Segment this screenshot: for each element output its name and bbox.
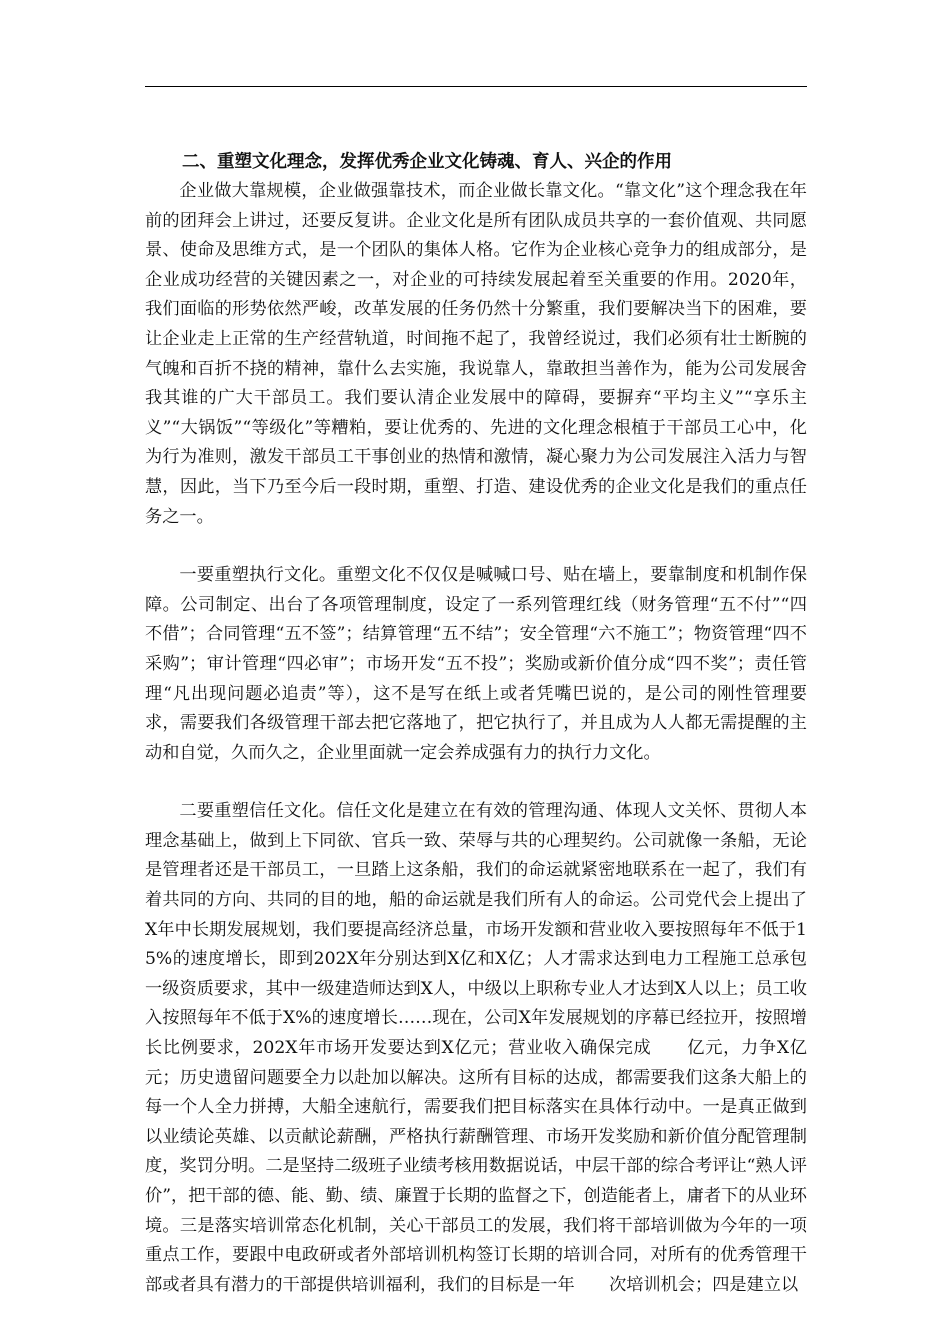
paragraph-gap [145, 768, 807, 797]
section-heading: 二、重塑文化理念，发挥优秀企业文化铸魂、育人、兴企的作用 [182, 152, 672, 172]
paragraph-execution-culture: 一要重塑执行文化。重塑文化不仅仅是喊喊口号、贴在墙上，要靠制度和机制作保障。公司制定、出台了各项管理制度，设定了一系列管理红线（财务管理“五不付”“四不借”；合同管理“五不签”；结算管理“五不结”；安全管理“六不施工”；物资管理“四不采购”；审计管理“四必审”；市场开发“五不投”；奖励或新价值分成“四不奖”；责任管理“凡出现问题必追责”等），这不是写在纸上或者凭嘴巴说的，是公司的刚性管理要求，需要我们各级管理干部去把它落地了，把它执行了，并且成为人人都无需提醒的主动和自觉，久而久之，企业里面就一定会养成强有力的执行力文化。 [145, 565, 807, 763]
header-rule [145, 86, 807, 87]
paragraph-gap [145, 532, 807, 561]
paragraph-culture-intro: 企业做大靠规模，企业做强靠技术，而企业做长靠文化。“靠文化”这个理念我在年前的团拜会上讲过，还要反复讲。企业文化是所有团队成员共享的一套价值观、共同愿景、使命及思维方式，是一个团队的集体人格。它作为企业核心竞争力的组成部分，是企业成功经营的关键因素之一，对企业的可持续发展起着至关重要的作用。2020年，我们面临的形势依然严峻，改革发展的任务仍然十分繁重，我们要解决当下的困难，要让企业走上正常的生产经营轨道，时间拖不起了，我曾经说过，我们必须有壮士断腕的气魄和百折不挠的精神，靠什么去实施，我说靠人，靠敢担当善作为，能为公司发展舍我其谁的广大干部员工。我们要认清企业发展中的障碍，要摒弃“平均主义”“享乐主义”“大锅饭”“等级化”等糟粕，要让优秀的、先进的文化理念根植于干部员工心中，化为行为准则，激发干部员工干事创业的热情和激情，凝心聚力为公司发展注入活力与智慧，因此，当下乃至今后一段时期，重塑、打造、建设优秀的企业文化是我们的重点任务之一。 [145, 181, 807, 527]
paragraph-trust-culture: 二要重塑信任文化。信任文化是建立在有效的管理沟通、体现人文关怀、贯彻人本理念基础上，做到上下同欲、官兵一致、荣辱与共的心理契约。公司就像一条船，无论是管理者还是干部员工，一旦踏上这条船，我们的命运就紧密地联系在一起了，我们有着共同的方向、共同的目的地，船的命运就是我们所有人的命运。公司党代会上提出了X年中长期发展规划，我们要提高经济总量，市场开发额和营业收入要按照每年不低于15%的速度增长，即到202X年分别达到X亿和X亿；人才需求达到电力工程施工总承包一级资质要求，其中一级建造师达到X人，中级以上职称专业人才达到X人以上；员工收入按照每年不低于X%的速度增长……现在，公司X年发展规划的序幕已经拉开，按照增长比例要求，202X年市场开发要达到X亿元；营业收入确保完成 亿元，力争X亿元；历史遗留问题要全力以赴加以解决。这所有目标的达成，都需要我们这条大船上的每一个人全力拼搏，大船全速航行，需要我们把目标落实在具体行动中。一是真正做到以业绩论英雄、以贡献论薪酬，严格执行薪酬管理、市场开发奖励和新价值分配管理制度，奖罚分明。二是坚持二级班子业绩考核用数据说话，中层干部的综合考评让“熟人评价”，把干部的德、能、勤、绩、廉置于长期的监督之下，创造能者上，庸者下的从业环境。三是落实培训常态化机制，关心干部员工的发展，我们将干部培训做为今年的一项重点工作，要跟中电政研或者外部培训机构签订长期的培训合同，对所有的优秀管理干部或者具有潜力的干部提供培训福利，我们的目标是一年 次培训机会；四是建立以 [145, 801, 807, 1295]
document-body [145, 148, 807, 1300]
